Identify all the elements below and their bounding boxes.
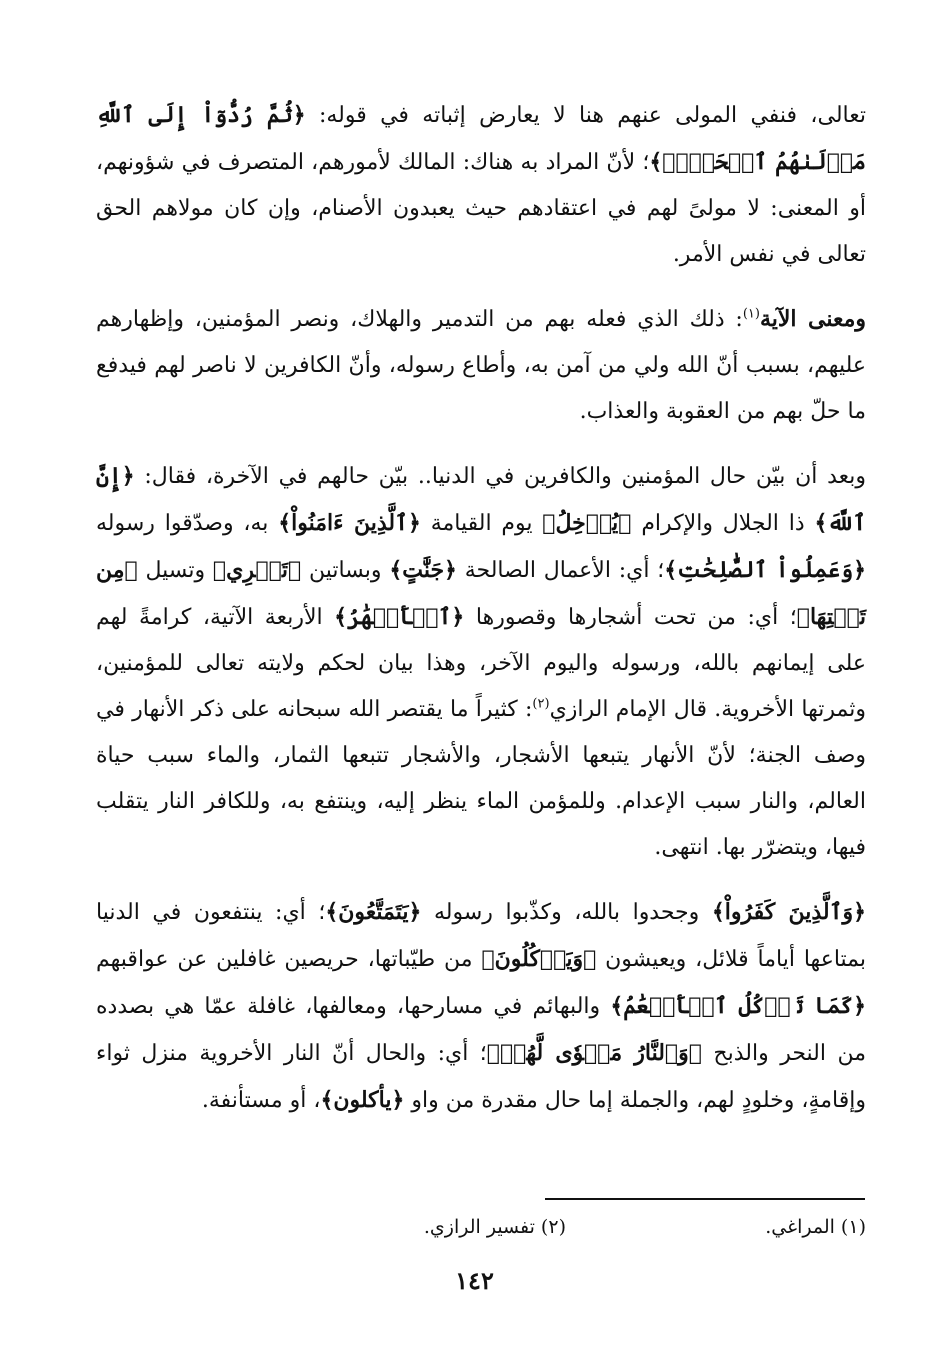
quran-verse: ﴿وَعَمِلُواْ ٱلصَّٰلِحَٰتِ﴾ [664,557,866,583]
paragraph-4 [96,889,866,1124]
paragraph-3-text: الأربعة الآتية، كرامةً لهم على إيمانهم بالله، ورسوله واليوم الآخر، وهذا بيان لحكم ولايته تعالى للمؤمنين، وثمرتها الأخروية. قال الإمام الرازي [96,605,866,722]
paragraph-3-text: يوم القيامة [420,511,543,536]
paragraph-3-text: ؛ أي: الأعمال الصالحة [456,558,665,583]
main-text [96,92,866,1124]
paragraph-3-text: به، وصدّقوا رسوله [96,511,279,536]
paragraph-4-text: والبهائم في مسارحها، ومعالفها، غافلة عمّا هي بصدده من النحر والذبح [96,994,866,1066]
quran-verse: ﴿تَجۡرِي﴾ [212,557,302,583]
quran-verse: ﴿وَٱلنَّارُ مَثۡوٗى لَّهُمۡ﴾ [486,1040,702,1066]
paragraph-3-text: وبساتين [301,558,390,583]
quran-verse: ﴿يَتَمَتَّعُونَ﴾ [325,899,422,925]
quran-verse: ﴿وَيَأۡكُلُونَ﴾ [481,946,597,972]
paragraph-4-text: ، أو مستأنفة. [201,1088,321,1113]
footnote-1: (١) المراغي. [765,1216,866,1238]
paragraph-3-text: ؛ أي: من تحت أشجارها وقصورها [464,605,797,630]
paragraph-1-text-1: تعالى، فنفي المولى عنهم هنا لا يعارض إثباته في قوله: [305,103,866,128]
paragraph-3 [96,453,866,871]
paragraph-2-text: : ذلك الذي فعله بهم من التدمير والهلاك، ونصر المؤمنين، وإظهارهم عليهم، بسبب أنّ الله ولي من آمن به، وأطاع رسوله، وأنّ الكافرين لا ناصر لهم فيدفع ما حلّ بهم من العقوبة والعذاب. [96,307,866,424]
quran-verse: ﴿ثُمَّ رُدُّوٓاْ إِلَى ٱللَّهِ مَوۡلَىٰهُمُ ٱلۡحَقِّۚ﴾ [96,102,866,175]
footnote-reference-2: (٢) [532,696,550,712]
paragraph-4-text: ؛ أي: والحال أنّ النار الأخروية منزل ثواء وإقامةٍ، وخلودٍ لهم، والجملة إما حال مقدرة من واو [96,1041,866,1113]
paragraph-1-text-2: ؛ لأنّ المراد به هناك: المالك لأمورهم، المتصرف في شؤونهم، أو المعنى: لا مولىً لهم في اعتقادهم حيث يعبدون الأصنام، وإن كان مولاهم الحق تعالى في نفس الأمر. [96,150,866,267]
paragraph-1 [96,92,866,278]
paragraph-3-text: وتسيل [137,558,213,583]
quran-verse: ﴿وَٱلَّذِينَ كَفَرُواْ﴾ [711,899,866,925]
paragraph-3-text: : كثيراً ما يقتصر الله سبحانه على ذكر الأنهار في وصف الجنة؛ لأنّ الأنهار يتبعها الأشجار، والأشجار تتبعها الثمار، والماء سبب حياة العالم، والنار سبب الإعدام. وللمؤمن الماء ينظر إليه، وينتفع به، وللكافر النار يتقلب فيها، ويتضرّر بها. انتهى. [96,697,866,860]
quran-verse: ﴿مِن تَحۡتِهَا﴾ [96,557,866,630]
page-number: ١٤٢ [455,1266,494,1295]
quran-verse: ﴿ٱلۡأَنۡهَٰرُ﴾ [334,604,465,630]
paragraph-3-text: ذا الجلال والإكرام [631,511,815,536]
paragraph-3-text: وبعد أن بيّن حال المؤمنين والكافرين في الدنيا.. بيّن حالهم في الآخرة، فقال: [134,464,866,489]
quran-verse: ﴿كَمَا تَأۡكُلُ ٱلۡأَنۡعَٰمُ﴾ [610,993,866,1019]
footnote-2: (٢) تفسير الرازي. [423,1216,566,1238]
footnote-divider [545,1198,865,1200]
quran-verse: ﴿إِنَّ ٱللَّهَ﴾ [96,463,866,536]
quran-verse: ﴿يُدۡخِلُ﴾ [542,510,632,536]
quran-verse: ﴿جَنَّٰتٍ﴾ [389,557,457,583]
quran-verse: ﴿يأكلون﴾ [320,1087,405,1113]
paragraph-4-text: وجحدوا بالله، وكذّبوا رسوله [421,900,712,925]
paragraph-4-text: ؛ أي: ينتفعون في الدنيا بمتاعها أياماً قلائل، ويعيشون [96,900,867,972]
paragraph-2 [96,296,866,435]
paragraph-4-text: من طيّباتها، حريصين غافلين عن عواقبهم [96,947,482,972]
section-lead: ومعنى الآية [759,306,866,332]
footnote-reference-1: (١) [742,306,760,322]
quran-verse: ﴿ٱلَّذِينَ ءَامَنُواْ﴾ [278,510,421,536]
